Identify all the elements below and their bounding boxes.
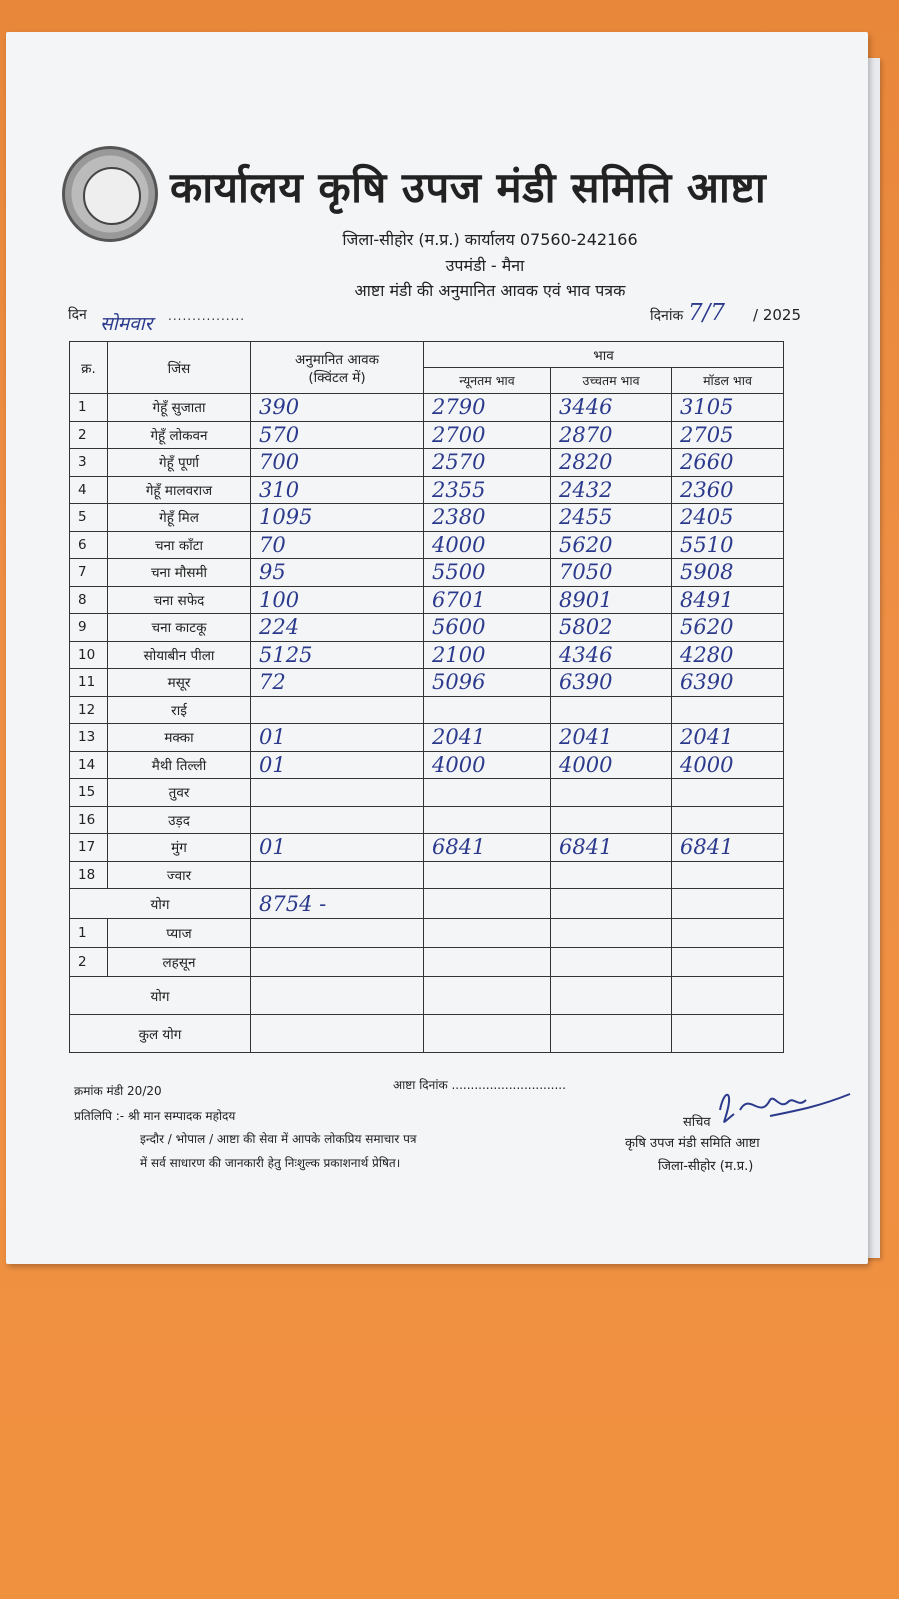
veg-empty-cell: [251, 919, 424, 948]
row-sn: 1: [70, 394, 108, 422]
row-commodity: चना काँटा: [108, 531, 251, 559]
grand-total-label: कुल योग: [70, 1015, 251, 1053]
row-max-price: 6390: [551, 669, 672, 697]
row-max-price: [551, 696, 672, 724]
row-commodity: उड़द: [108, 806, 251, 834]
row-arrival: 700: [251, 449, 424, 477]
row-max-price: 2820: [551, 449, 672, 477]
header-modal-price: मॉडल भाव: [672, 368, 784, 394]
row-min-price: 2380: [424, 504, 551, 532]
table-row: [70, 779, 784, 807]
row-max-price: 2041: [551, 724, 672, 752]
row-modal-price: 5620: [672, 614, 784, 642]
day-dots: ................: [168, 309, 246, 323]
header-price: भाव: [424, 342, 784, 368]
row-max-price: [551, 861, 672, 889]
row-sn: 6: [70, 531, 108, 559]
row-min-price: [424, 779, 551, 807]
row-modal-price: 2660: [672, 449, 784, 477]
report-title: आष्टा मंडी की अनुमानित आवक एवं भाव पत्रक: [354, 281, 626, 300]
table-row: [70, 614, 784, 642]
row-sn: 13: [70, 724, 108, 752]
table-row: [70, 751, 784, 779]
header-min-price: न्यूनतम भाव: [424, 368, 551, 394]
veg-row: [70, 948, 784, 977]
row-min-price: 5500: [424, 559, 551, 587]
price-table: [69, 341, 784, 1053]
row-modal-price: 2405: [672, 504, 784, 532]
date-value: 7/7: [688, 300, 726, 326]
veg-empty-cell: [672, 919, 784, 948]
row-commodity: मक्का: [108, 724, 251, 752]
row-max-price: 2432: [551, 476, 672, 504]
date-label: दिनांक: [650, 308, 684, 324]
row-min-price: [424, 696, 551, 724]
veg-commodity: लहसून: [108, 948, 251, 977]
mandi-seal-logo: [62, 146, 158, 242]
table-row: [70, 724, 784, 752]
row-max-price: 2870: [551, 421, 672, 449]
row-commodity: सोयाबीन पीला: [108, 641, 251, 669]
row-min-price: 5600: [424, 614, 551, 642]
table-row: [70, 641, 784, 669]
row-commodity: गेहूँ मिल: [108, 504, 251, 532]
row-commodity: मुंग: [108, 834, 251, 862]
copy-to-detail-2: में सर्व साधारण की जानकारी हेतु निःशुल्क प्रकाशनार्थ प्रेषित।: [140, 1156, 401, 1170]
row-sn: 3: [70, 449, 108, 477]
row-max-price: 2455: [551, 504, 672, 532]
row-min-price: 2100: [424, 641, 551, 669]
row-max-price: 4000: [551, 751, 672, 779]
row-commodity: गेहूँ मालवराज: [108, 476, 251, 504]
table-row: [70, 834, 784, 862]
table-row: [70, 586, 784, 614]
row-commodity: राई: [108, 696, 251, 724]
row-modal-price: 6841: [672, 834, 784, 862]
header-arrival: [251, 342, 424, 394]
veg-empty-cell: [251, 948, 424, 977]
row-commodity: चना काटकू: [108, 614, 251, 642]
row-arrival: [251, 779, 424, 807]
row-sn: 5: [70, 504, 108, 532]
row-arrival: 72: [251, 669, 424, 697]
row-arrival: 310: [251, 476, 424, 504]
copy-to-detail-1: इन्दौर / भोपाल / आष्टा की सेवा में आपके लोकप्रिय समाचार पत्र: [140, 1132, 417, 1146]
row-max-price: 4346: [551, 641, 672, 669]
veg-sn: 1: [70, 919, 108, 948]
row-min-price: [424, 806, 551, 834]
row-min-price: 6701: [424, 586, 551, 614]
row-modal-price: 2041: [672, 724, 784, 752]
day-label: दिन: [68, 307, 87, 323]
row-modal-price: 4280: [672, 641, 784, 669]
row-modal-price: 5510: [672, 531, 784, 559]
row-min-price: 2570: [424, 449, 551, 477]
table-row: [70, 559, 784, 587]
table-row: [70, 531, 784, 559]
row-sn: 15: [70, 779, 108, 807]
row-sn: 11: [70, 669, 108, 697]
row-sn: 12: [70, 696, 108, 724]
row-modal-price: [672, 861, 784, 889]
row-modal-price: 4000: [672, 751, 784, 779]
row-modal-price: 2360: [672, 476, 784, 504]
row-max-price: [551, 806, 672, 834]
row-arrival: 390: [251, 394, 424, 422]
row-max-price: 3446: [551, 394, 672, 422]
veg-commodity: प्याज: [108, 919, 251, 948]
secretary-signature: [710, 1080, 860, 1130]
row-min-price: 2355: [424, 476, 551, 504]
veg-empty-cell: [551, 948, 672, 977]
copy-to-line: प्रतिलिपि :- श्री मान सम्पादक महोदय: [74, 1109, 236, 1123]
table-row: [70, 394, 784, 422]
row-arrival: 570: [251, 421, 424, 449]
header-commodity: जिंस: [108, 342, 251, 394]
row-min-price: [424, 861, 551, 889]
row-arrival: 70: [251, 531, 424, 559]
row-sn: 7: [70, 559, 108, 587]
secretary-district: जिला-सीहोर (म.प्र.): [658, 1159, 754, 1174]
row-arrival: 100: [251, 586, 424, 614]
row-max-price: 5802: [551, 614, 672, 642]
veg-sn: 2: [70, 948, 108, 977]
veg-total-label: योग: [70, 977, 251, 1015]
row-commodity: गेहूँ पूर्णा: [108, 449, 251, 477]
row-arrival: [251, 806, 424, 834]
veg-empty-cell: [424, 948, 551, 977]
veg-row: [70, 919, 784, 948]
header-sn: क्र.: [70, 342, 108, 394]
veg-empty-cell: [424, 919, 551, 948]
row-modal-price: 6390: [672, 669, 784, 697]
row-modal-price: 8491: [672, 586, 784, 614]
row-max-price: 8901: [551, 586, 672, 614]
row-min-price: 2041: [424, 724, 551, 752]
row-commodity: तुवर: [108, 779, 251, 807]
row-arrival: 01: [251, 834, 424, 862]
row-max-price: 5620: [551, 531, 672, 559]
table-row: [70, 861, 784, 889]
row-modal-price: 5908: [672, 559, 784, 587]
row-min-price: 2700: [424, 421, 551, 449]
table-row: [70, 696, 784, 724]
serial-number: क्रमांक मंडी 20/20: [74, 1084, 162, 1098]
date-year: / 2025: [753, 306, 801, 324]
row-arrival: 1095: [251, 504, 424, 532]
row-commodity: चना मौसमी: [108, 559, 251, 587]
row-commodity: मसूर: [108, 669, 251, 697]
row-commodity: ज्वार: [108, 861, 251, 889]
row-arrival: 95: [251, 559, 424, 587]
veg-empty-cell: [672, 948, 784, 977]
table-row: [70, 476, 784, 504]
row-min-price: 4000: [424, 751, 551, 779]
day-value: सोमवार: [100, 313, 153, 335]
row-modal-price: [672, 696, 784, 724]
row-sn: 14: [70, 751, 108, 779]
district-contact-line: जिला-सीहोर (म.प्र.) कार्यालय 07560-242166: [342, 230, 638, 249]
header-max-price: उच्चतम भाव: [551, 368, 672, 394]
office-title: कार्यालय कृषि उपज मंडी समिति आष्टा: [170, 163, 767, 212]
row-sn: 2: [70, 421, 108, 449]
aashta-date-line: आष्टा दिनांक ..............................: [393, 1078, 566, 1092]
header-arrival-line2: (क्विंटल में): [308, 369, 366, 386]
table-row: [70, 806, 784, 834]
row-arrival: 01: [251, 724, 424, 752]
header-arrival-line1: अनुमानित आवक: [294, 351, 380, 368]
row-arrival: 5125: [251, 641, 424, 669]
row-sn: 17: [70, 834, 108, 862]
table-row: [70, 449, 784, 477]
row-arrival: 224: [251, 614, 424, 642]
row-arrival: 01: [251, 751, 424, 779]
row-sn: 8: [70, 586, 108, 614]
row-sn: 18: [70, 861, 108, 889]
secretary-title: सचिव: [683, 1115, 711, 1130]
row-max-price: 7050: [551, 559, 672, 587]
secretary-organization: कृषि उपज मंडी समिति आष्टा: [625, 1136, 760, 1151]
row-sn: 9: [70, 614, 108, 642]
row-commodity: गेहूँ लोकवन: [108, 421, 251, 449]
row-modal-price: [672, 779, 784, 807]
total-label: योग: [70, 889, 251, 919]
row-max-price: 6841: [551, 834, 672, 862]
veg-empty-cell: [551, 919, 672, 948]
row-modal-price: 2705: [672, 421, 784, 449]
row-commodity: गेहूँ सुजाता: [108, 394, 251, 422]
table-row: [70, 421, 784, 449]
row-commodity: मैथी तिल्ली: [108, 751, 251, 779]
table-row: [70, 669, 784, 697]
row-commodity: चना सफेद: [108, 586, 251, 614]
row-min-price: 2790: [424, 394, 551, 422]
submandi-line: उपमंडी - मैना: [445, 256, 525, 275]
table-row: [70, 504, 784, 532]
row-min-price: 5096: [424, 669, 551, 697]
row-max-price: [551, 779, 672, 807]
total-arrival: 8754 -: [251, 889, 424, 919]
row-sn: 10: [70, 641, 108, 669]
row-min-price: 4000: [424, 531, 551, 559]
row-sn: 4: [70, 476, 108, 504]
row-modal-price: [672, 806, 784, 834]
row-modal-price: 3105: [672, 394, 784, 422]
row-sn: 16: [70, 806, 108, 834]
row-arrival: [251, 696, 424, 724]
row-min-price: 6841: [424, 834, 551, 862]
row-arrival: [251, 861, 424, 889]
